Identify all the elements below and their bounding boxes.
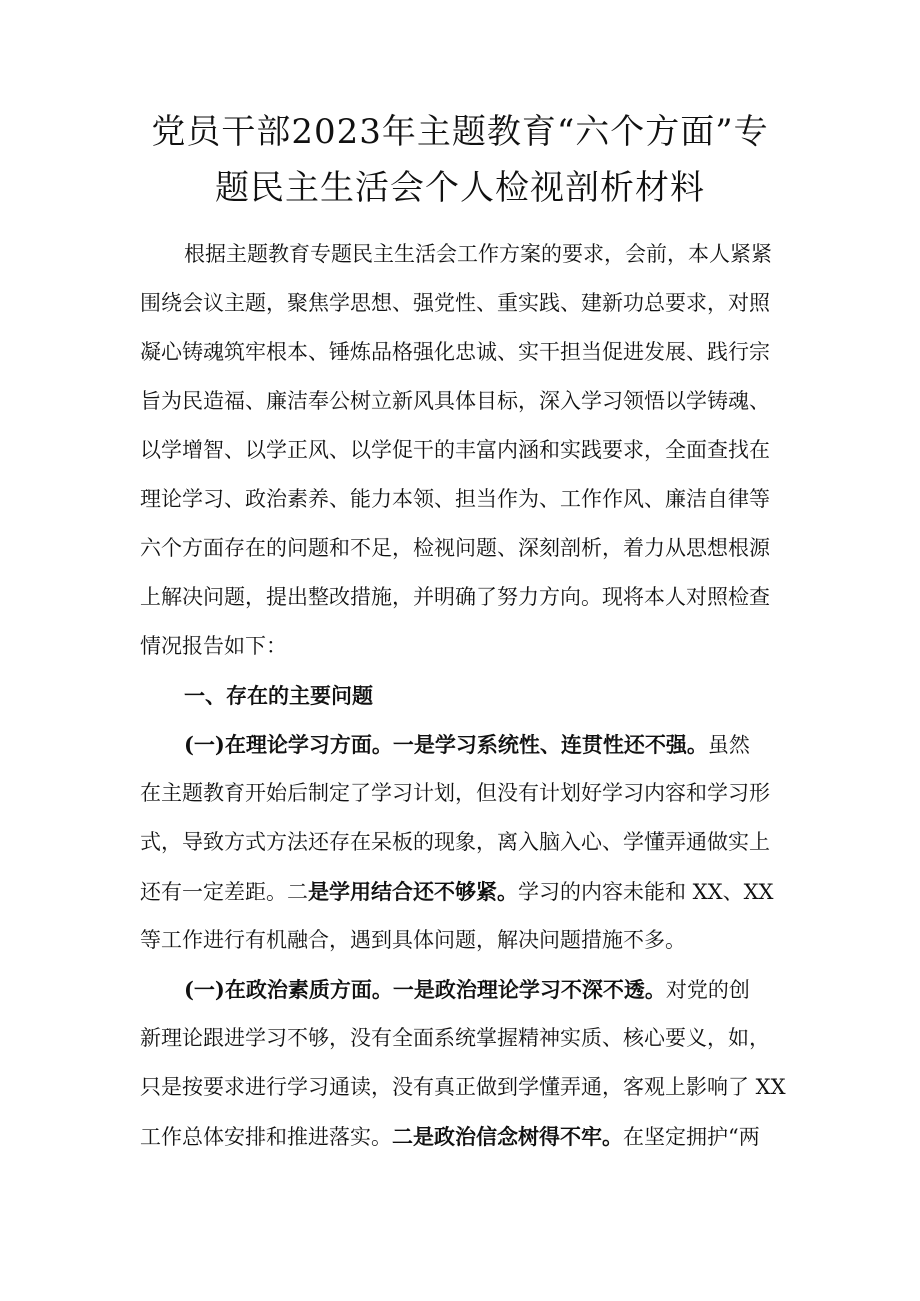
theory-text: 还有一定差距。二 — [140, 880, 308, 904]
politics-paragraph-line — [140, 965, 800, 1014]
theory-paragraph-line: 在主题教育开始后制定了学习计划，但没有计划好学习内容和学习形 — [140, 781, 770, 805]
politics-text: 工作总体安排和推进落实。 — [140, 1125, 392, 1149]
politics-paragraph-line: 只是按要求进行学习通读，没有真正做到学懂弄通，客观上影响了 XX — [140, 1075, 786, 1099]
intro-line: 围绕会议主题，聚焦学思想、强党性、重实践、建新功总要求，对照 — [140, 291, 770, 315]
politics-heading: (一)在政治素质方面。一是政治理论学习不深不透。 — [184, 977, 666, 1002]
politics-paragraph-line — [140, 1112, 800, 1161]
intro-line: 以学增智、以学正风、以学促干的丰富内涵和实践要求，全面查找在 — [140, 438, 770, 462]
document-title — [100, 104, 820, 216]
theory-point-two: 是学用结合还不够紧。 — [308, 879, 518, 904]
theory-paragraph-line — [140, 720, 800, 769]
politics-text: 对党的创 — [665, 978, 750, 1002]
document-body — [140, 230, 800, 1161]
politics-text: 在坚定拥护“两 — [623, 1125, 760, 1149]
theory-heading: (一)在理论学习方面。一是学习系统性、连贯性还不强。 — [184, 732, 708, 757]
intro-line: 根据主题教育专题民主生活会工作方案的要求，会前，本人紧紧 — [184, 242, 772, 266]
section-heading: 一、存在的主要问题 — [184, 683, 373, 708]
intro-line: 情况报告如下： — [140, 634, 287, 658]
theory-paragraph-line — [140, 867, 800, 916]
theory-paragraph-line: 等工作进行有机融合，遇到具体问题，解决问题措施不多。 — [140, 928, 686, 952]
theory-paragraph-line: 式，导致方式方法还存在呆板的现象，离入脑入心、学懂弄通做实上 — [140, 830, 770, 854]
intro-line: 理论学习、政治素养、能力本领、担当作为、工作作风、廉洁自律等 — [140, 487, 770, 511]
politics-point-two: 二是政治信念树得不牢。 — [392, 1124, 623, 1149]
intro-line: 六个方面存在的问题和不足，检视问题、深刻剖析，着力从思想根源 — [140, 536, 770, 560]
title-line-1: 党员干部2023年主题教育“六个方面”专 — [151, 112, 769, 152]
theory-text: 学习的内容未能和 XX、XX — [518, 880, 774, 904]
intro-line: 旨为民造福、廉洁奉公树立新风具体目标，深入学习领悟以学铸魂、 — [140, 389, 770, 413]
theory-text: 虽然 — [707, 733, 750, 757]
intro-line: 凝心铸魂筑牢根本、锤炼品格强化忠诚、实干担当促进发展、践行宗 — [140, 340, 770, 364]
politics-paragraph-line: 新理论跟进学习不够，没有全面系统掌握精神实质、核心要义，如， — [140, 1026, 770, 1050]
intro-line: 上解决问题，提出整改措施，并明确了努力方向。现将本人对照检查 — [140, 585, 770, 609]
title-line-2: 题民主生活会个人检视剖析材料 — [215, 168, 705, 208]
